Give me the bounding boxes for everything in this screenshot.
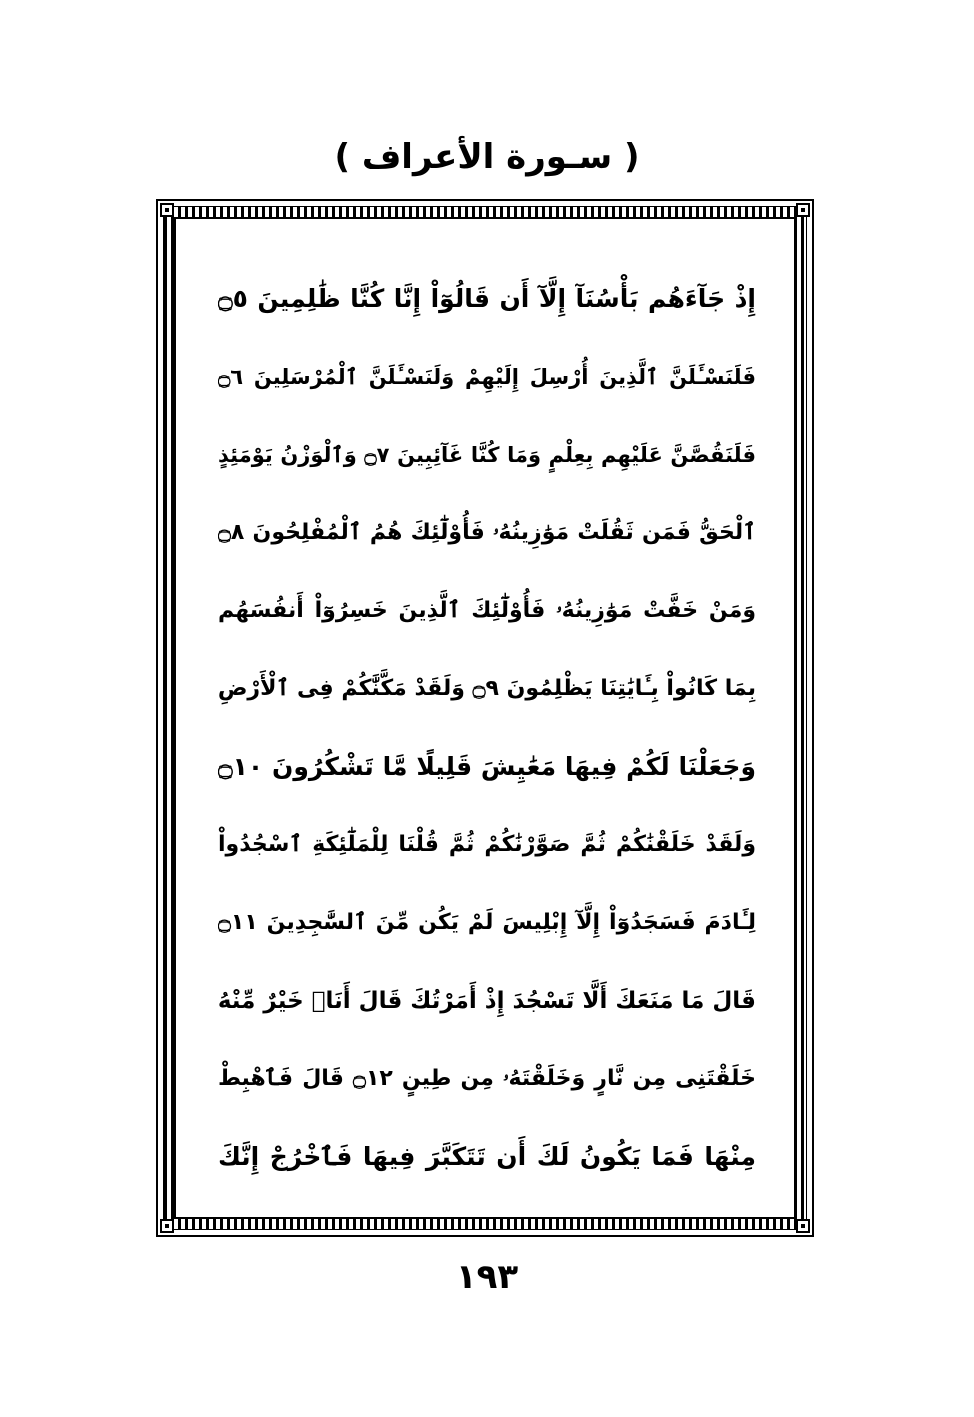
verse-line-11: خَلَقْتَنِى مِن نَّارٍ وَخَلَقْتَهُۥ مِن طِينٍ ۝١٢ قَالَ فَٱهْبِطْ xyxy=(218,1066,756,1091)
corner-ornament-icon xyxy=(160,1219,174,1233)
page-number: ١٩٣ xyxy=(455,1257,519,1297)
verse-line-4: ٱلْحَقُّ فَمَن ثَقُلَتْ مَوَٰزِينُهُۥ فَأُوْلَٰٓئِكَ هُمُ ٱلْمُفْلِحُونَ ۝٨ xyxy=(218,520,756,545)
corner-ornament-icon xyxy=(796,1219,810,1233)
verse-line-5: وَمَنْ خَفَّتْ مَوَٰزِينُهُۥ فَأُوْلَٰٓئِكَ ٱلَّذِينَ خَسِرُوٓاْ أَنفُسَهُم xyxy=(218,598,756,623)
corner-ornament-icon xyxy=(160,203,174,217)
corner-ornament-icon xyxy=(796,203,810,217)
verse-line-12: مِنْهَا فَمَا يَكُونُ لَكَ أَن تَتَكَبَّرَ فِيهَا فَٱخْرُجْ إِنَّكَ xyxy=(218,1142,756,1171)
verse-line-2: فَلَنَسْـَٔلَنَّ ٱلَّذِينَ أُرْسِلَ إِلَيْهِمْ وَلَنَسْـَٔلَنَّ ٱلْمُرْسَلِينَ ۝٦ xyxy=(218,365,756,389)
verse-line-7: وَجَعَلْنَا لَكُمْ فِيهَا مَعَٰيِشَ قَلِيلًا مَّا تَشْكُرُونَ ۝١٠ xyxy=(218,752,756,781)
verse-line-1: إِذْ جَآءَهُم بَأْسُنَآ إِلَّآ أَن قَالُوٓاْ إِنَّا كُنَّا ظَٰلِمِينَ ۝٥ xyxy=(218,284,756,313)
verse-line-10: قَالَ مَا مَنَعَكَ أَلَّا تَسْجُدَ إِذْ أَمَرْتُكَ قَالَ أَنَا۠ خَيْرٌ مِّنْهُ xyxy=(218,988,756,1014)
verse-line-3: فَلَنَقُصَّنَّ عَلَيْهِم بِعِلْمٍ وَمَا كُنَّا غَآئِبِينَ ۝٧ وَٱلْوَزْنُ يَوْمَئِذٍ xyxy=(218,443,756,467)
verse-line-6: بِمَا كَانُواْ بِـَٔايَٰتِنَا يَظْلِمُونَ ۝٩ وَلَقَدْ مَكَّنَّٰكُمْ فِى ٱلْأَرْضِ xyxy=(218,676,756,701)
surah-title: ( سـورة الأعراف ) xyxy=(334,137,640,177)
verse-line-8: وَلَقَدْ خَلَقْنَٰكُمْ ثُمَّ صَوَّرْنَٰكُمْ ثُمَّ قُلْنَا لِلْمَلَٰٓئِكَةِ ٱسْجُدُواْ xyxy=(218,832,756,857)
quran-text-block xyxy=(218,260,756,1200)
verse-line-9: لِـَٔادَمَ فَسَجَدُوٓاْ إِلَّآ إِبْلِيسَ لَمْ يَكُن مِّنَ ٱلسَّٰجِدِينَ ۝١١ xyxy=(218,910,756,935)
